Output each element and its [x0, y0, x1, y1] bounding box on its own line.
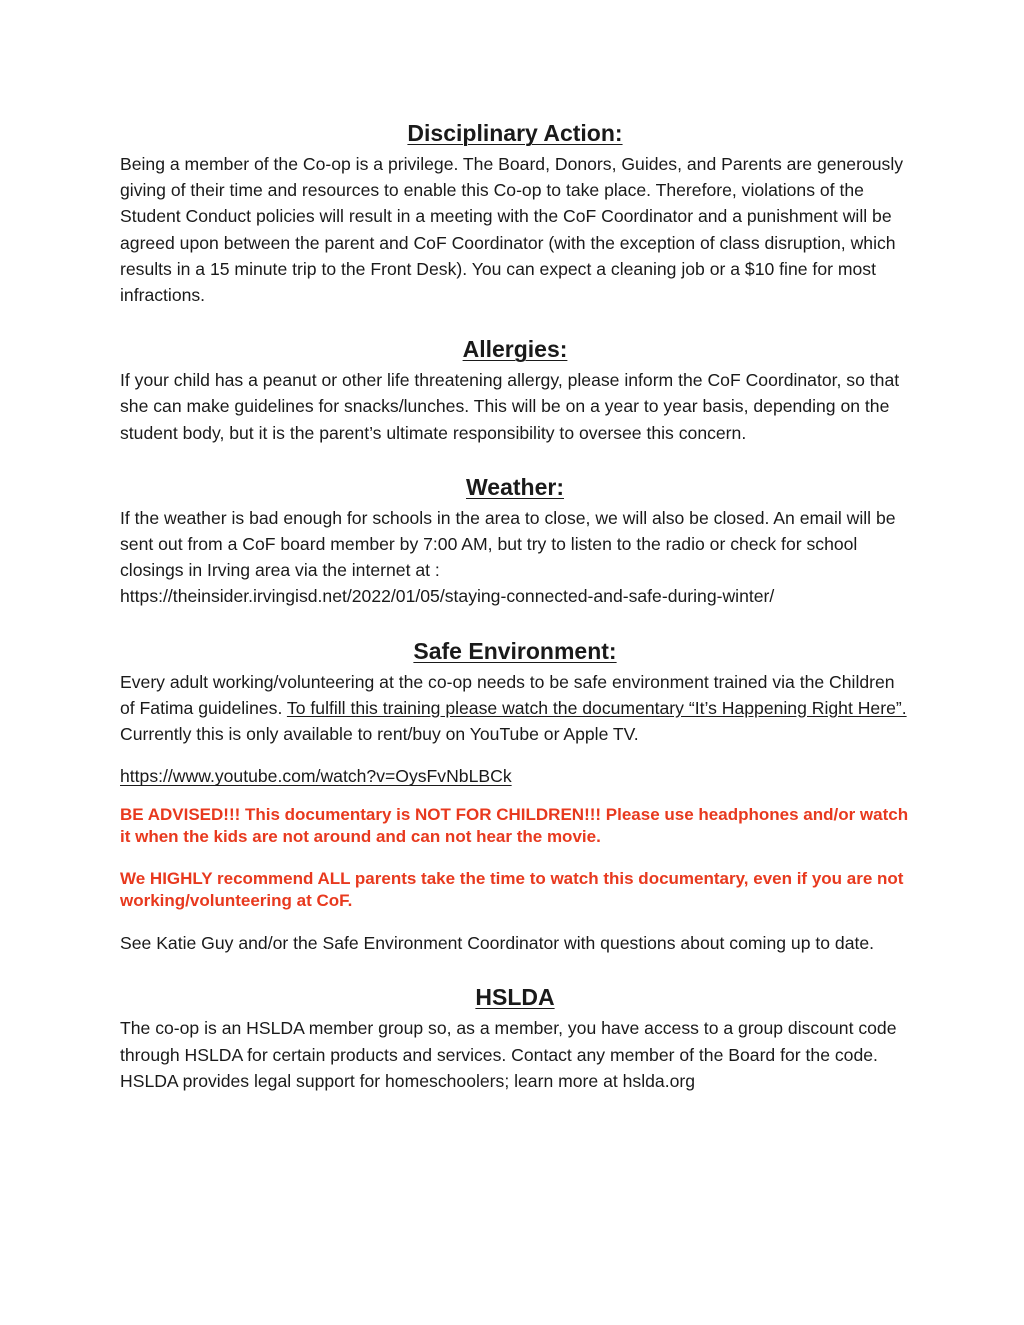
disciplinary-action-section [120, 118, 910, 308]
weather-heading: Weather: [466, 473, 564, 500]
warning-not-for-children: BE ADVISED!!! This documentary is NOT FOR CHILDREN!!! Please use headphones and/or watch it when the kids are not around and can not hear the movie. [120, 805, 909, 847]
disciplinary-action-heading: Disciplinary Action: [407, 120, 623, 146]
safe-environment-contact: See Katie Guy and/or the Safe Environment Coordinator with questions about coming up to date. [120, 933, 875, 954]
weather-section [120, 472, 910, 610]
youtube-video-link[interactable]: https://www.youtube.com/watch?v=OysFvNbLBCk [120, 766, 512, 787]
weather-body: If the weather is bad enough for schools in the area to close, we will also be closed. An email will be sent out from a CoF board member by 7:00 AM, but try to listen to the radio or check for school closings in Irving area via the internet at : [120, 507, 896, 581]
allergies-section [120, 334, 910, 446]
weather-url: https://theinsider.irvingisd.net/2022/01/05/staying-connected-and-safe-during-winter/ [120, 586, 775, 607]
safe-environment-body-outro: Currently this is only available to rent/buy on YouTube or Apple TV. [120, 724, 639, 745]
safe-environment-section [120, 636, 910, 957]
document-page [120, 118, 910, 1094]
hslda-section [120, 982, 910, 1094]
allergies-heading: Allergies: [462, 336, 568, 363]
hslda-heading: HSLDA [475, 984, 555, 1011]
safe-environment-heading: Safe Environment: [413, 637, 617, 664]
documentary-instruction: To fulfill this training please watch the documentary “It’s Happening Right Here”. [286, 697, 907, 718]
hslda-body: The co-op is an HSLDA member group so, as a member, you have access to a group discount code through HSLDA for certain products and services. Contact any member of the Board for the code. HSLDA provides legal support for homeschoolers; learn more at hslda.org [120, 1018, 897, 1091]
disciplinary-action-body: Being a member of the Co-op is a privilege. The Board, Donors, Guides, and Parents are generously giving of their time and resources to enable this Co-op to take place. Therefore, violations of the Student Conduct policies will result in a meeting with the CoF Coordinator and a punishment will be agreed upon between the parent and CoF Coordinator (with the exception of class disruption, which results in a 15 minute trip to the Front Desk). You can expect a cleaning job or a $10 fine for most infractions. [120, 154, 904, 306]
warning-highly-recommend: We HIGHLY recommend ALL parents take the time to watch this documentary, even if you are not working/volunteering at CoF. [120, 869, 904, 911]
safe-environment-body-intro: Every adult working/volunteering at the co-op needs to be safe environment trained via the Children of Fatima guidelines. [120, 671, 895, 718]
safe-environment-body [120, 669, 910, 748]
allergies-body: If your child has a peanut or other life threatening allergy, please inform the CoF Coordinator, so that she can make guidelines for snacks/lunches. This will be on a year to year basis, depending on the student body, but it is the parent’s ultimate responsibility to oversee this concern. [120, 370, 900, 443]
